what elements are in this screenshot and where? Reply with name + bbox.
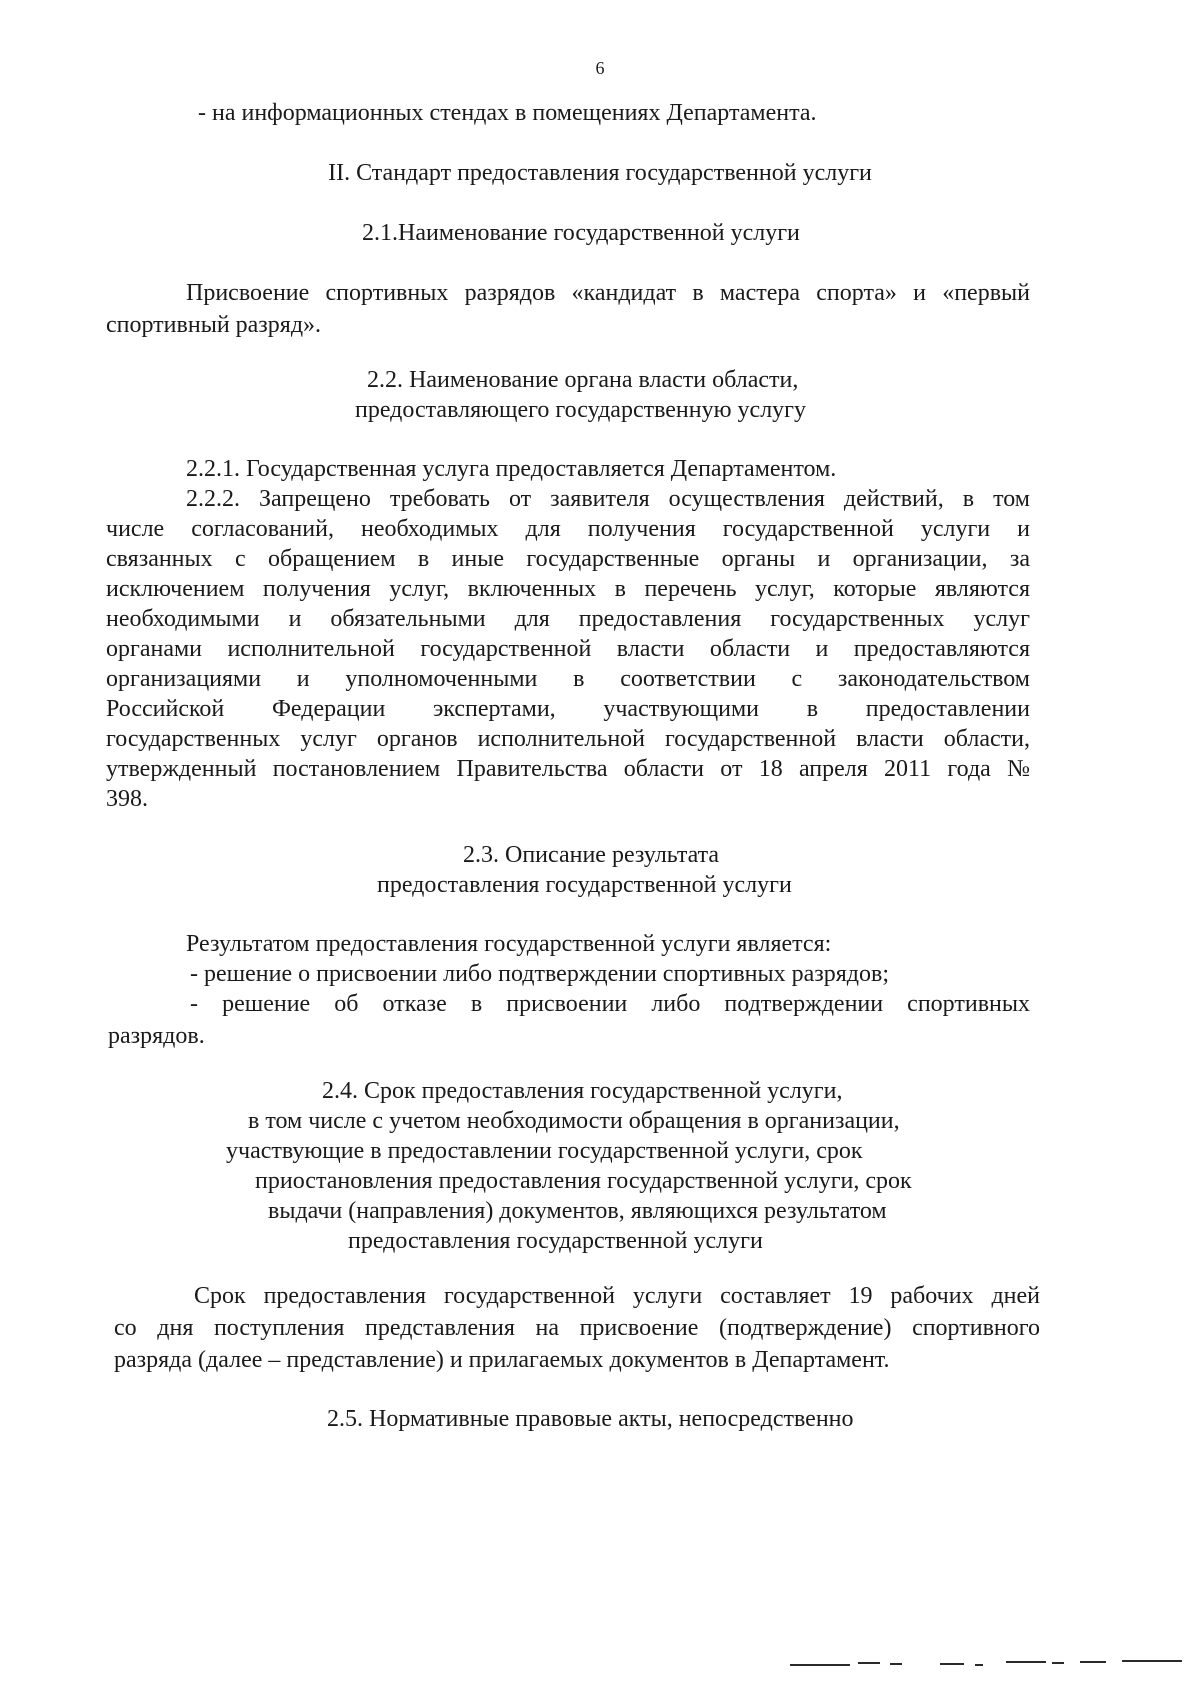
heading-2-4-line: в том числе с учетом необходимости обращения в организации, [248,1108,900,1134]
paragraph-line: 398. [106,786,148,812]
heading-2-4-line: предоставления государственной услуги [348,1228,763,1254]
heading-2-4-line: выдачи (направления) документов, являющихся результатом [268,1198,887,1224]
paragraph-line: Присвоение спортивных разрядов «кандидат в мастера спорта» и «первый [186,280,1030,306]
heading-2-3-line: предоставления государственной услуги [377,872,792,898]
paragraph-line: утвержденный постановлением Правительства области от 18 апреля 2011 года № [106,756,1030,782]
paragraph-line: необходимыми и обязательными для предоставления государственных услуг [106,606,1030,632]
paragraph-line: организациями и уполномоченными в соответствии с законодательством [106,666,1030,692]
paragraph-line: со дня поступления представления на присвоение (подтверждение) спортивного [114,1315,1040,1341]
heading-2-2-line: 2.2. Наименование органа власти области, [367,367,799,393]
paragraph-line: спортивный разряд». [106,312,322,338]
paragraph-line: Результатом предоставления государственной услуги является: [186,931,832,957]
paragraph-line: органами исполнительной государственной власти области и предоставляются [106,636,1030,662]
paragraph-line: разрядов. [108,1023,205,1049]
paragraph-line: разряда (далее – представление) и прилагаемых документов в Департамент. [114,1347,890,1373]
page-number: 6 [595,58,605,78]
paragraph-line: 2.2.1. Государственная услуга предоставляется Департаментом. [186,456,837,482]
heading-2-4-line: участвующие в предоставлении государственной услуги, срок [226,1138,863,1164]
paragraph-line: 2.2.2. Запрещено требовать от заявителя осуществления действий, в том [186,486,1030,512]
paragraph-line: исключением получения услуг, включенных в перечень услуг, которые являются [106,576,1030,602]
paragraph-line: Российской Федерации экспертами, участвующими в предоставлении [106,696,1030,722]
intro-line: - на информационных стендах в помещениях Департамента. [198,100,817,126]
paragraph-line: Срок предоставления государственной услуги составляет 19 рабочих дней [194,1283,1040,1309]
heading-2-4-line: 2.4. Срок предоставления государственной услуги, [322,1078,843,1104]
heading-2-5: 2.5. Нормативные правовые акты, непосредственно [327,1406,854,1432]
list-item: - решение об отказе в присвоении либо подтверждении спортивных [190,991,1030,1017]
list-item: - решение о присвоении либо подтверждении спортивных разрядов; [190,961,889,987]
paragraph-line: числе согласований, необходимых для получения государственной услуги и [106,516,1030,542]
paragraph-line: государственных услуг органов исполнительной государственной власти области, [106,726,1030,752]
heading-2-2-line: предоставляющего государственную услугу [355,397,807,423]
heading-2-4-line: приостановления предоставления государственной услуги, срок [255,1168,912,1194]
section-heading: II. Стандарт предоставления государственной услуги [328,160,872,186]
heading-2-1: 2.1.Наименование государственной услуги [362,220,800,246]
heading-2-3-line: 2.3. Описание результата [463,842,720,868]
paragraph-line: связанных с обращением в иные государственные органы и организации, за [106,546,1030,572]
scan-artifact-marks [790,1660,1190,1668]
